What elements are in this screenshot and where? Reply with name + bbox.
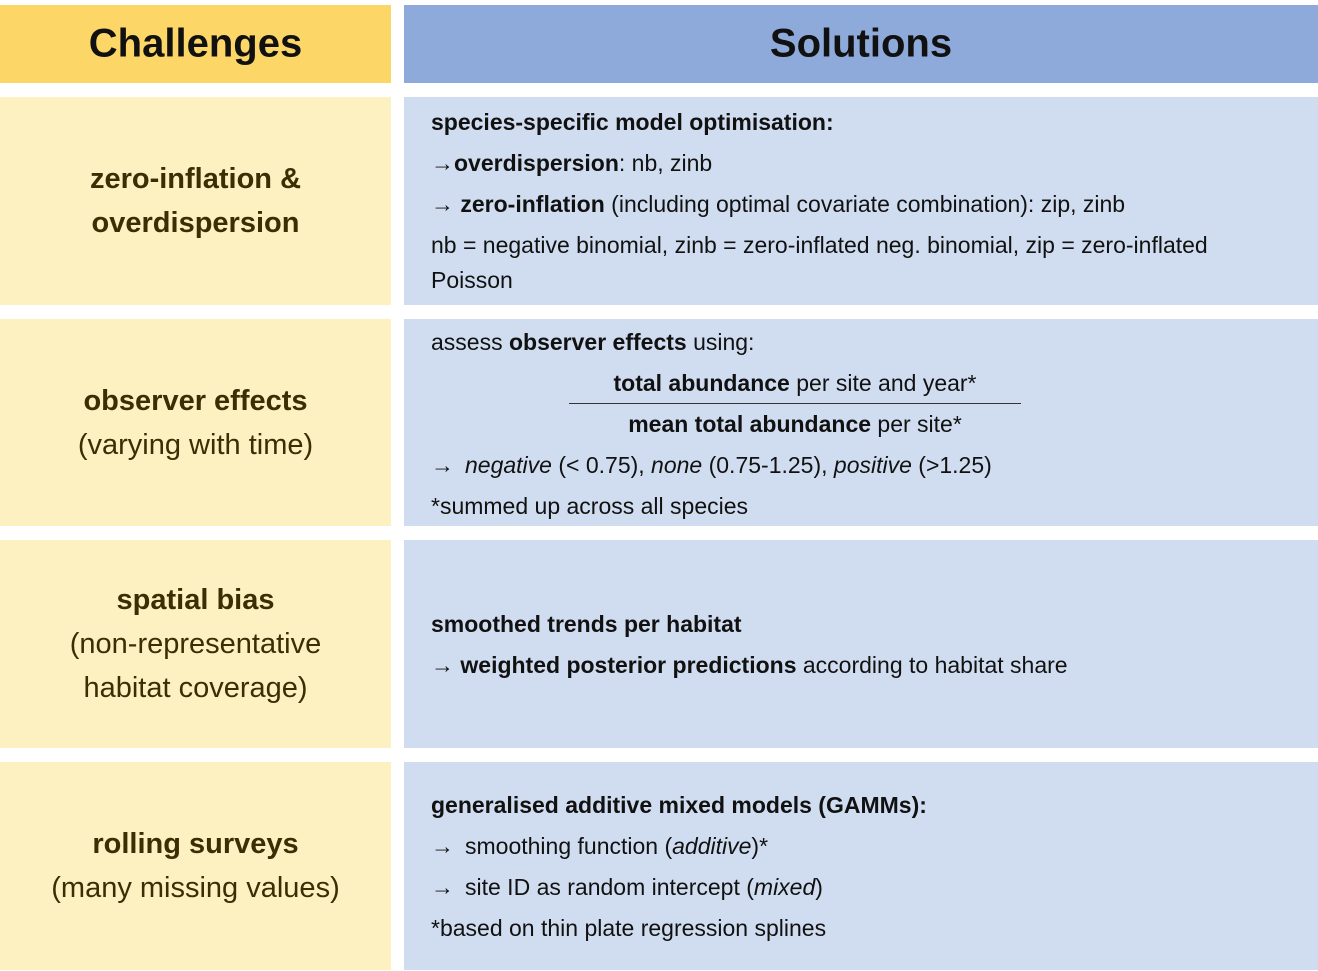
arrow-icon: → <box>431 150 454 176</box>
solution-line: →overdispersion: nb, zinb <box>431 150 713 176</box>
solution-intro: assess observer effects using: <box>431 329 755 355</box>
solution-observer-effects <box>404 319 1318 526</box>
fraction <box>431 363 1278 445</box>
solution-spatial-bias <box>404 540 1318 748</box>
solution-title: smoothed trends per habitat <box>431 611 742 637</box>
solution-title: generalised additive mixed models (GAMMs): <box>431 792 927 818</box>
fraction-denominator: mean total abundance per site* <box>628 411 962 437</box>
solution-classes: → negative (< 0.75), none (0.75-1.25), positive (>1.25) <box>431 445 1278 486</box>
challenge-title: rolling surveys <box>92 828 299 860</box>
solution-title: species-specific model optimisation: <box>431 109 834 135</box>
challenge-subtitle: (many missing values) <box>51 872 340 904</box>
arrow-icon: → <box>431 833 454 859</box>
solutions-header <box>404 5 1318 83</box>
challenge-title: spatial bias <box>116 584 275 616</box>
solution-note: *based on thin plate regression splines <box>431 915 827 941</box>
challenge-title-cont: overdispersion <box>91 207 300 239</box>
solution-line: → smoothing function (additive)* <box>431 826 1278 867</box>
challenge-title: zero-inflation & <box>89 163 302 195</box>
challenge-title: observer effects <box>83 384 308 417</box>
solution-line: → zero-inflation (including optimal covariate combination): zip, zinb <box>431 191 1126 217</box>
challenge-subtitle-cont: habitat coverage) <box>83 672 308 704</box>
fraction-numerator: total abundance per site and year* <box>613 370 977 396</box>
arrow-icon: → <box>431 652 454 678</box>
arrow-icon: → <box>431 874 454 900</box>
solution-note: nb = negative binomial, zinb = zero-inflated neg. binomial, zip = zero-inflated Poisson <box>431 232 1208 293</box>
solution-line: → weighted posterior predictions according to habitat share <box>431 652 1068 678</box>
solution-zero-inflation <box>404 97 1318 305</box>
solution-rolling-surveys <box>404 762 1318 970</box>
challenge-zero-inflation <box>0 97 391 305</box>
challenges-header <box>0 5 391 83</box>
challenge-spatial-bias <box>0 540 391 748</box>
solution-note: *summed up across all species <box>431 493 749 519</box>
solution-line: → site ID as random intercept (mixed) <box>431 867 1278 908</box>
challenge-subtitle: (varying with time) <box>77 428 314 461</box>
challenge-observer-effects <box>0 319 391 526</box>
challenge-rolling-surveys <box>0 762 391 970</box>
challenge-subtitle: (non-representative <box>69 628 322 660</box>
challenges-header-label: Challenges <box>88 21 303 66</box>
arrow-icon: → <box>431 191 454 217</box>
solutions-header-label: Solutions <box>769 21 953 66</box>
arrow-icon: → <box>431 452 454 478</box>
